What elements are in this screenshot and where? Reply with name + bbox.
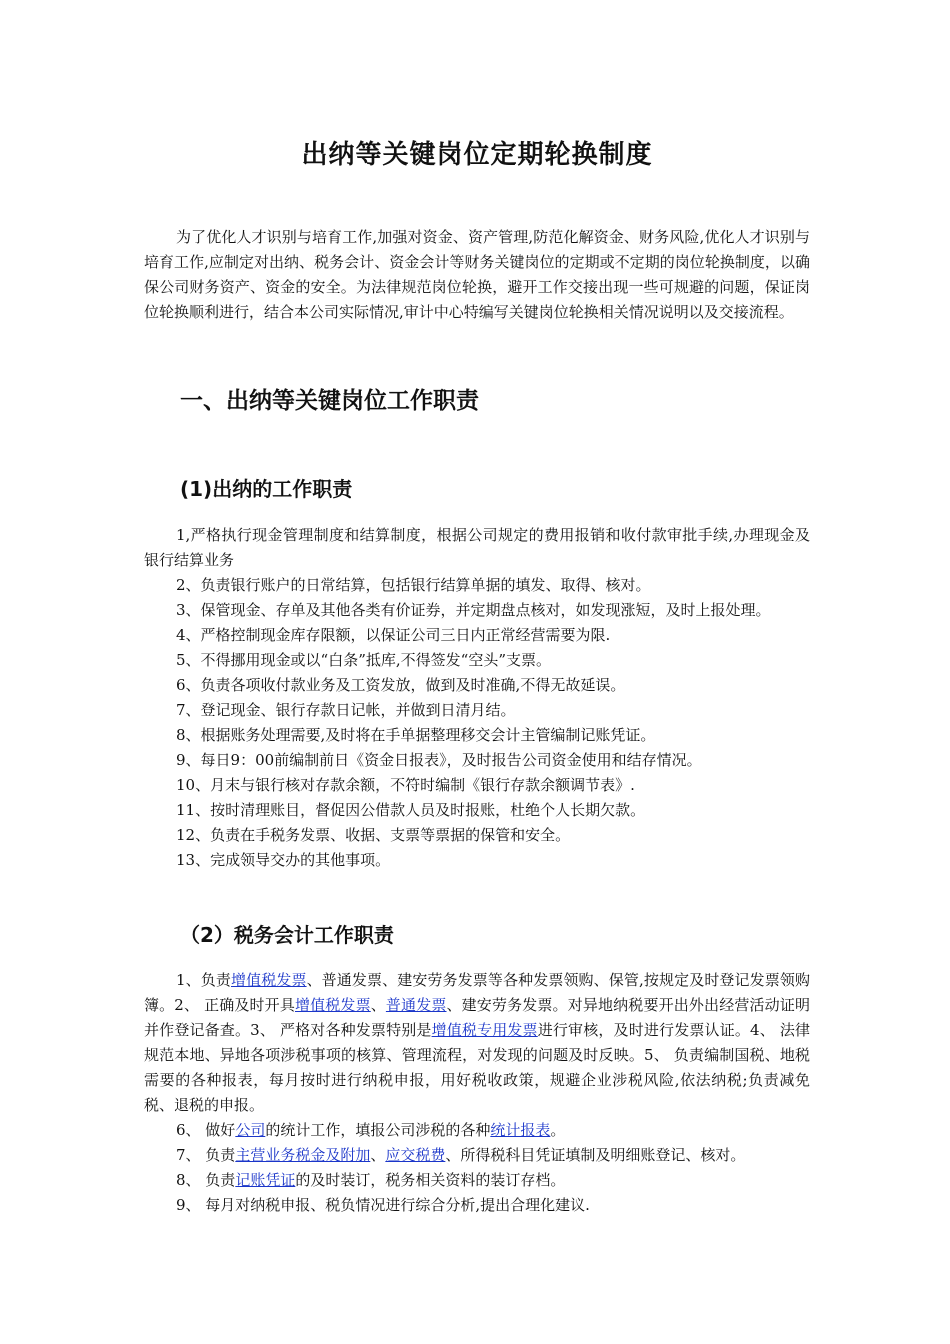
link-vat-invoice[interactable]: 增值税发票 bbox=[231, 971, 307, 989]
link-vat-special-invoice[interactable]: 增值税专用发票 bbox=[431, 1021, 538, 1039]
list-item bbox=[144, 1118, 810, 1143]
subheading-cashier: (1)出纳的工作职责 bbox=[180, 477, 353, 501]
text-span: 、 bbox=[370, 996, 386, 1014]
text-span: 的及时装订，税务相关资料的装订存档。 bbox=[295, 1171, 566, 1189]
list-item: 9、 每月对纳税申报、税负情况进行综合分析,提出合理化建议. bbox=[176, 1196, 590, 1214]
link-main-business-tax[interactable]: 主营业务税金及附加 bbox=[235, 1146, 371, 1164]
text-span: 进行审核，及时进行发票认证。4、 法律规范本地、异地各项涉税事项的核算、管理流程，对发现的问题及时反映。5、 负责编制国税、地税需要的各种报表，每月按时进行纳税申报，用好税收政策，规避企业涉税风险,依法纳税;负责减免税、退税的申报。 bbox=[144, 1021, 810, 1114]
link-statistical-report[interactable]: 统计报表 bbox=[490, 1121, 551, 1139]
text-span: 、建安劳务发票。对异地纳税要开出外出经营活动证明并作登记备查。3、 严格对各种发票特别是 bbox=[144, 996, 810, 1039]
list-item: 5、不得挪用现金或以“白条”抵库,不得签发“空头”支票。 bbox=[176, 651, 551, 669]
link-ordinary-invoice[interactable]: 普通发票 bbox=[385, 996, 447, 1014]
subheading-tax-accountant: （2）税务会计工作职责 bbox=[180, 923, 394, 947]
text-span: 8、 负责 bbox=[176, 1171, 236, 1189]
intro-paragraph: 为了优化人才识别与培育工作,加强对资金、资产管理,防范化解资金、财务风险,优化人才识别与培育工作,应制定对出纳、税务会计、资金会计等财务关键岗位的定期或不定期的岗位轮换制度，以确保公司财务资产、资金的安全。为法律规范岗位轮换，避开工作交接出现一些可规避的问题，保证岗位轮换顺利进行，结合本公司实际情况,审计中心特编写关键岗位轮换相关情况说明以及交接流程。 bbox=[144, 228, 810, 321]
list-item: 1,严格执行现金管理制度和结算制度，根据公司规定的费用报销和收付款审批手续,办理现金及银行结算业务 bbox=[144, 526, 810, 569]
list-item bbox=[144, 1168, 810, 1193]
tax-duties-paragraph bbox=[144, 968, 810, 1118]
link-taxes-payable[interactable]: 应交税费 bbox=[385, 1146, 446, 1164]
list-item: 10、月末与银行核对存款余额，不符时编制《银行存款余额调节表》. bbox=[176, 776, 635, 794]
list-item: 7、登记现金、银行存款日记帐，并做到日清月结。 bbox=[176, 701, 516, 719]
text-span: 。 bbox=[550, 1121, 566, 1139]
list-item: 11、按时清理账目，督促因公借款人员及时报账，杜绝个人长期欠款。 bbox=[176, 801, 646, 819]
list-item: 8、根据账务处理需要,及时将在手单据整理移交会计主管编制记账凭证。 bbox=[176, 726, 656, 744]
list-item bbox=[144, 1143, 810, 1168]
list-item: 6、负责各项收付款业务及工资发放，做到及时准确,不得无故延误。 bbox=[176, 676, 626, 694]
text-span: 7、 负责 bbox=[176, 1146, 236, 1164]
list-item: 13、完成领导交办的其他事项。 bbox=[176, 851, 391, 869]
cashier-duty-list bbox=[144, 523, 810, 873]
list-item: 2、负责银行账户的日常结算，包括银行结算单据的填发、取得、核对。 bbox=[176, 576, 651, 594]
text-span: 、所得税科目凭证填制及明细账登记、核对。 bbox=[445, 1146, 746, 1164]
tax-duty-list bbox=[144, 968, 810, 1218]
link-company[interactable]: 公司 bbox=[235, 1121, 266, 1139]
list-item: 3、保管现金、存单及其他各类有价证券，并定期盘点核对，如发现涨短，及时上报处理。 bbox=[176, 601, 771, 619]
text-span: 的统计工作，填报公司涉税的各种 bbox=[265, 1121, 491, 1139]
list-item: 12、负责在手税务发票、收据、支票等票据的保管和安全。 bbox=[176, 826, 571, 844]
text-span: 、普通发票、建安劳务发票等各种发票领购、保管,按规定及时登记发票领购簿。2、 正确及时开具 bbox=[144, 971, 810, 1014]
section-heading-duties: 一、出纳等关键岗位工作职责 bbox=[180, 388, 479, 414]
link-accounting-voucher[interactable]: 记账凭证 bbox=[235, 1171, 296, 1189]
text-span: 1、负责 bbox=[176, 971, 231, 989]
document-title: 出纳等关键岗位定期轮换制度 bbox=[301, 140, 653, 170]
list-item: 9、每日9：00前编制前日《资金日报表》，及时报告公司资金使用和结存情况。 bbox=[176, 751, 702, 769]
text-span: 、 bbox=[370, 1146, 386, 1164]
list-item: 4、严格控制现金库存限额，以保证公司三日内正常经营需要为限. bbox=[176, 626, 611, 644]
link-vat-invoice-2[interactable]: 增值税发票 bbox=[294, 996, 371, 1014]
text-span: 6、 做好 bbox=[176, 1121, 236, 1139]
